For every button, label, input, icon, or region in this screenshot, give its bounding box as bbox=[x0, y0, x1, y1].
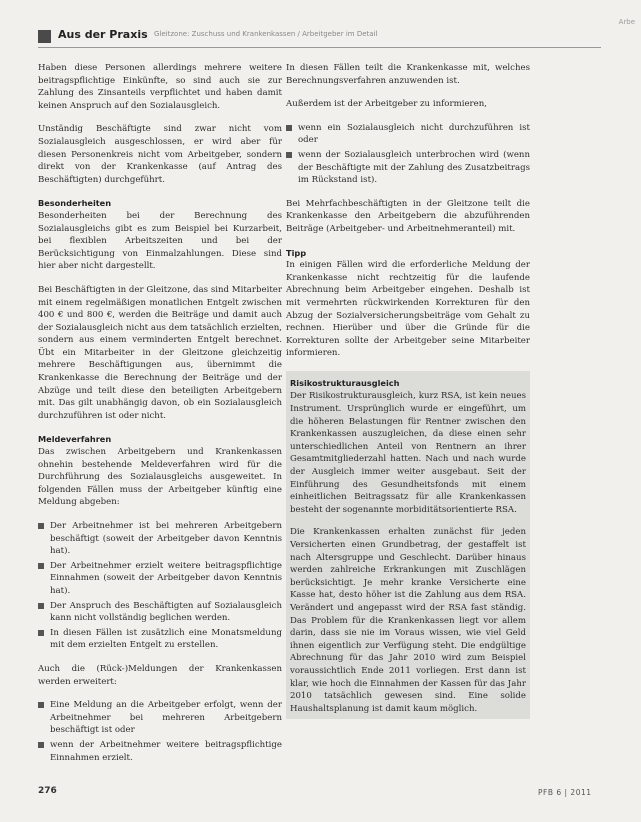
section-marker bbox=[38, 30, 51, 43]
bullet-list bbox=[286, 122, 530, 187]
paragraph: In diesen Fällen teilt die Krankenkasse mit, welches Berechnungsverfahren anzuwenden ist. bbox=[286, 63, 530, 86]
left-column bbox=[38, 62, 282, 775]
info-box bbox=[286, 371, 530, 719]
paragraph: Das zwischen Arbeitgebern und Krankenkassen ohnehin bestehende Meldeverfahren wird für die Durchführung des Sozialausgleichs ausgeweitet. In folgenden Fällen muss der Arbeitgeber künftig eine Meldung abgeben: bbox=[38, 447, 282, 508]
bullet-icon bbox=[38, 563, 44, 569]
bullet-icon bbox=[38, 702, 44, 708]
paragraph: Haben diese Personen allerdings mehrere weitere beitragspflichtige Einkünfte, so sind auch sie zur Zahlung des Zinsanteils verpflichtet und haben damit keinen Anspruch auf den Sozialausgleich. bbox=[38, 63, 282, 111]
page-number: 276 bbox=[38, 786, 57, 796]
bullet-icon bbox=[38, 742, 44, 748]
paragraph: In einigen Fällen wird die erforderliche Meldung der Krankenkasse nicht rechtzeitig für die laufende Abrechnung beim Arbeitgeber eingehen. Deshalb ist mit vermehrten rückwirkenden Korrekturen für den Abzug der Sozialversicherungsbeiträge vom Gehalt zu rechnen. Hierüber und über die Gründe für die Korrekturen sollte der Arbeitgeber seine Mitarbeiter informieren. bbox=[286, 260, 530, 359]
paragraph: Unständig Beschäftigte sind zwar nicht vom Sozialausgleich ausgeschlossen, er wird aber für diesen Personenkreis nicht vom Arbeitgeber, sondern direkt von der Krankenkasse (auf Antrag des Beschäftigten) durchgeführt. bbox=[38, 124, 282, 185]
bullet-list bbox=[38, 699, 282, 764]
bullet-icon bbox=[286, 152, 292, 158]
list-item: Eine Meldung an die Arbeitgeber erfolgt, wenn der Arbeitnehmer bei mehreren Arbeitgebern beschäftigt ist oder bbox=[38, 699, 282, 737]
bullet-icon bbox=[38, 523, 44, 529]
bullet-icon bbox=[38, 603, 44, 609]
heading-besonderheiten: Besonderheiten bbox=[38, 198, 112, 209]
list-item: Der Arbeitnehmer erzielt weitere beitragspflichtige Einnahmen (soweit der Arbeitgeber davon Kenntnis hat). bbox=[38, 560, 282, 598]
header-rule bbox=[38, 47, 601, 48]
paragraph: Auch die (Rück-)Meldungen der Krankenkassen werden erweitert: bbox=[38, 663, 282, 687]
info-box-paragraph: Der Risikostrukturausgleich, kurz RSA, ist kein neues Instrument. Ursprünglich wurde er eingeführt, um die höheren Belastungen für Rentner zwischen den Krankenkassen auszugleichen, da diese einen sehr unterschiedlichen Anteil von Rentnern an ihrer Gesamtmitgliederzahl hatten. Nach und nach wurde der Ausgleich immer weiter ausgebaut. Seit der Einführung des Gesundheitsfonds mit einem einheitlichen Beitragssatz für alle Krankenkassen besteht der sogenannte morbiditätsorientierte RSA. bbox=[290, 391, 526, 515]
list-item: In diesen Fällen ist zusätzlich eine Monatsmeldung mit dem erzielten Entgelt zu erstellen. bbox=[38, 627, 282, 652]
list-item: wenn der Arbeitnehmer weitere beitragspflichtige Einnahmen erzielt. bbox=[38, 739, 282, 764]
section-title: Aus der Praxis bbox=[58, 28, 148, 41]
info-box-paragraph: Die Krankenkassen erhalten zunächst für jeden Versicherten einen Grundbetrag, der gestaffelt ist nach Altersgruppe und Geschlecht. Darüber hinaus werden zahlreiche Erkrankungen mit Zuschlägen berücksichtigt. Je mehr kranke Versicherte eine Kasse hat, desto höher ist die Zahlung aus dem RSA. Verändert und angepasst wird der RSA fast ständig. Das Problem für die Krankenkassen liegt vor allem darin, dass sie nie im Voraus wissen, wie viel Geld ihnen eigentlich zur Verfügung steht. Die endgültige Abrechnung für das Jahr 2010 wird zum Beispiel voraussichtlich Ende 2011 vorliegen. Erst dann ist klar, wie hoch die Einnahmen der Kassen für das Jahr 2010 tatsächlich gewesen sind. Eine solide Haushaltsplanung ist damit kaum möglich. bbox=[290, 527, 526, 714]
list-item: wenn ein Sozialausgleich nicht durchzuführen ist oder bbox=[286, 122, 530, 147]
heading-meldeverfahren: Meldeverfahren bbox=[38, 434, 112, 445]
paragraph: Außerdem ist der Arbeitgeber zu informieren, bbox=[286, 99, 488, 110]
journal-issue: PFB 6 | 2011 bbox=[538, 788, 592, 797]
bullet-icon bbox=[38, 630, 44, 636]
list-item: wenn der Sozialausgleich unterbrochen wird (wenn der Beschäftigte mit der Zahlung des Zusatzbeitrags im Rückstand ist). bbox=[286, 149, 530, 187]
right-column bbox=[286, 62, 530, 719]
paragraph: Bei Beschäftigten in der Gleitzone, das sind Mitarbeiter mit einem regelmäßigen monatlichen Entgelt zwischen 400 € und 800 €, werden die Beiträge und damit auch der Sozialausgleich nicht aus dem tatsächlich erzielten, sondern aus einem verminderten Entgelt berechnet. Übt ein Mitarbeiter in der Gleitzone gleichzeitig mehrere Beschäftigungen aus, übernimmt die Krankenkasse die Berechnung der Beiträge und der Abzüge und teilt diese den beteiligten Arbeitgebern mit. Das gilt unabhängig davon, ob ein Sozialausgleich durchzuführen ist oder nicht. bbox=[38, 284, 282, 421]
paragraph: Bei Mehrfachbeschäftigten in der Gleitzone teilt die Krankenkasse den Arbeitgebern die abzuführenden Beiträge (Arbeitgeber- und Arbeitnehmeranteil) mit. bbox=[286, 198, 530, 234]
bullet-list bbox=[38, 520, 282, 652]
list-item: Der Anspruch des Beschäftigten auf Sozialausgleich kann nicht vollständig beglichen werden. bbox=[38, 600, 282, 625]
corner-label: Arbe bbox=[618, 18, 635, 26]
bullet-icon bbox=[286, 125, 292, 131]
header-subtitle: Gleitzone: Zuschuss und Krankenkassen / Arbeitgeber im Detail bbox=[154, 30, 378, 38]
page-header bbox=[0, 0, 641, 50]
heading-tipp: Tipp bbox=[286, 247, 307, 258]
list-item: Der Arbeitnehmer ist bei mehreren Arbeitgebern beschäftigt (soweit der Arbeitgeber davon Kenntnis hat). bbox=[38, 520, 282, 558]
info-box-title: Risikostrukturausgleich bbox=[290, 377, 400, 388]
paragraph: Besonderheiten bei der Berechnung des Sozialausgleichs gibt es zum Beispiel bei Kurzarbeit, bei flexiblen Arbeitszeiten und bei der Berücksichtigung von Einmalzahlungen. Diese sind hier aber nicht dargestellt. bbox=[38, 210, 282, 272]
